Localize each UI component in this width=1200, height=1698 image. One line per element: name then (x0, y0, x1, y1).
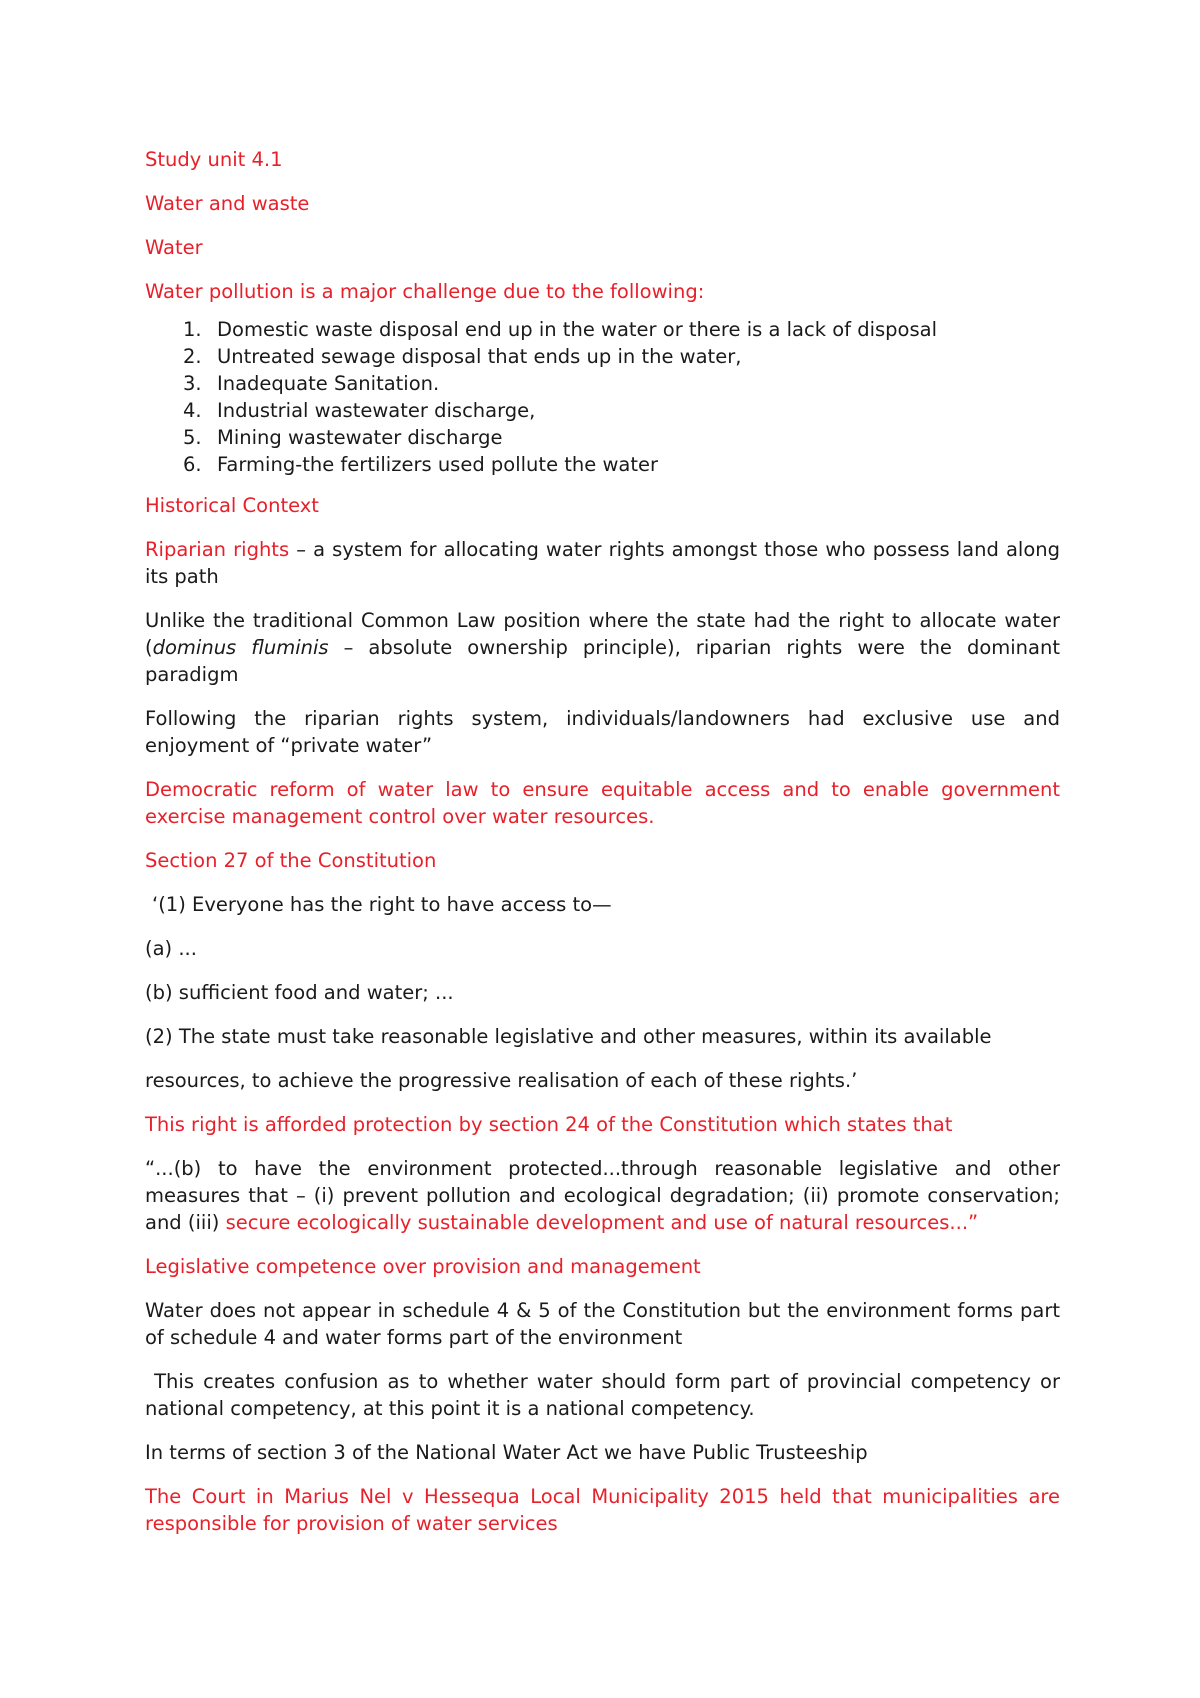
list-text: Farming-the fertilizers used pollute the water (217, 453, 659, 476)
section27-heading: Section 27 of the Constitution (145, 849, 437, 872)
s27-clause-2-line2: resources, to achieve the progressive realisation of each of these rights.’ (145, 1069, 858, 1092)
following-riparian-paragraph: Following the riparian rights system, individuals/landowners had exclusive use and enjoyment of “private water” (145, 707, 1060, 757)
list-number: 3. (183, 372, 202, 395)
riparian-definition: – a system for allocating water rights amongst those who possess land along its path (145, 538, 1061, 588)
water-heading: Water (145, 236, 203, 259)
schedule-paragraph: Water does not appear in schedule 4 & 5 of the Constitution but the environment forms part of schedule 4 and water forms part of the environment (145, 1299, 1060, 1349)
list-text: Domestic waste disposal end up in the water or there is a lack of disposal (217, 318, 937, 341)
pollution-intro: Water pollution is a major challenge due to the following: (145, 280, 705, 303)
list-number: 1. (183, 318, 202, 341)
latin-term: dominus fluminis (152, 636, 329, 659)
nwa-paragraph: In terms of section 3 of the National Water Act we have Public Trusteeship (145, 1441, 868, 1464)
list-item (145, 424, 1060, 451)
section24-quote-highlight: secure ecologically sustainable development and use of natural resources...” (225, 1211, 979, 1234)
list-text: Untreated sewage disposal that ends up in the water, (217, 345, 742, 368)
common-law-paragraph (145, 607, 1060, 688)
court-paragraph: The Court in Marius Nel v Hessequa Local Municipality 2015 held that municipalities are responsible for provision of water services (145, 1485, 1060, 1535)
s27-clause-a: (a) ... (145, 937, 197, 960)
historical-context-heading: Historical Context (145, 494, 319, 517)
riparian-term: Riparian rights (145, 538, 290, 561)
riparian-paragraph (145, 536, 1060, 590)
s27-clause-1: ‘(1) Everyone has the right to have access to— (152, 893, 612, 916)
legislative-competence-heading: Legislative competence over provision and management (145, 1255, 701, 1278)
list-text: Mining wastewater discharge (217, 426, 503, 449)
list-item (145, 397, 1060, 424)
list-item (145, 343, 1060, 370)
list-number: 2. (183, 345, 202, 368)
list-number: 4. (183, 399, 202, 422)
list-item (145, 370, 1060, 397)
s27-clause-2-line1: (2) The state must take reasonable legislative and other measures, within its available (145, 1025, 992, 1048)
list-number: 5. (183, 426, 202, 449)
list-text: Inadequate Sanitation. (217, 372, 440, 395)
list-text: Industrial wastewater discharge, (217, 399, 536, 422)
democratic-reform-paragraph: Democratic reform of water law to ensure equitable access and to enable government exercise management control over water resources. (145, 778, 1060, 828)
list-number: 6. (183, 453, 202, 476)
list-item (145, 451, 1060, 478)
document-body (145, 146, 1067, 1554)
common-law-text: Unlike the traditional Common Law position where the state had the right to allocate water ( (145, 609, 1060, 659)
section24-intro: This right is afforded protection by section 24 of the Constitution which states that (145, 1113, 953, 1136)
s27-clause-b: (b) sufficient food and water; ... (145, 981, 454, 1004)
common-law-text-cont: – absolute ownership principle), riparian rights were the dominant paradigm (145, 636, 1060, 686)
pollution-list (145, 316, 1060, 478)
confusion-paragraph: This creates confusion as to whether water should form part of provincial competency or national competency, at this point it is a national competency. (145, 1370, 1067, 1420)
list-item (145, 316, 1060, 343)
water-and-waste-heading: Water and waste (145, 192, 310, 215)
section24-quote-text: “...(b) to have the environment protected...through reasonable legislative and other measures that – (i) prevent pollution and ecological degradation; (ii) promote conservation; and (iii) (145, 1157, 1060, 1234)
study-unit-heading: Study unit 4.1 (145, 148, 283, 171)
section24-quote (145, 1155, 1060, 1236)
